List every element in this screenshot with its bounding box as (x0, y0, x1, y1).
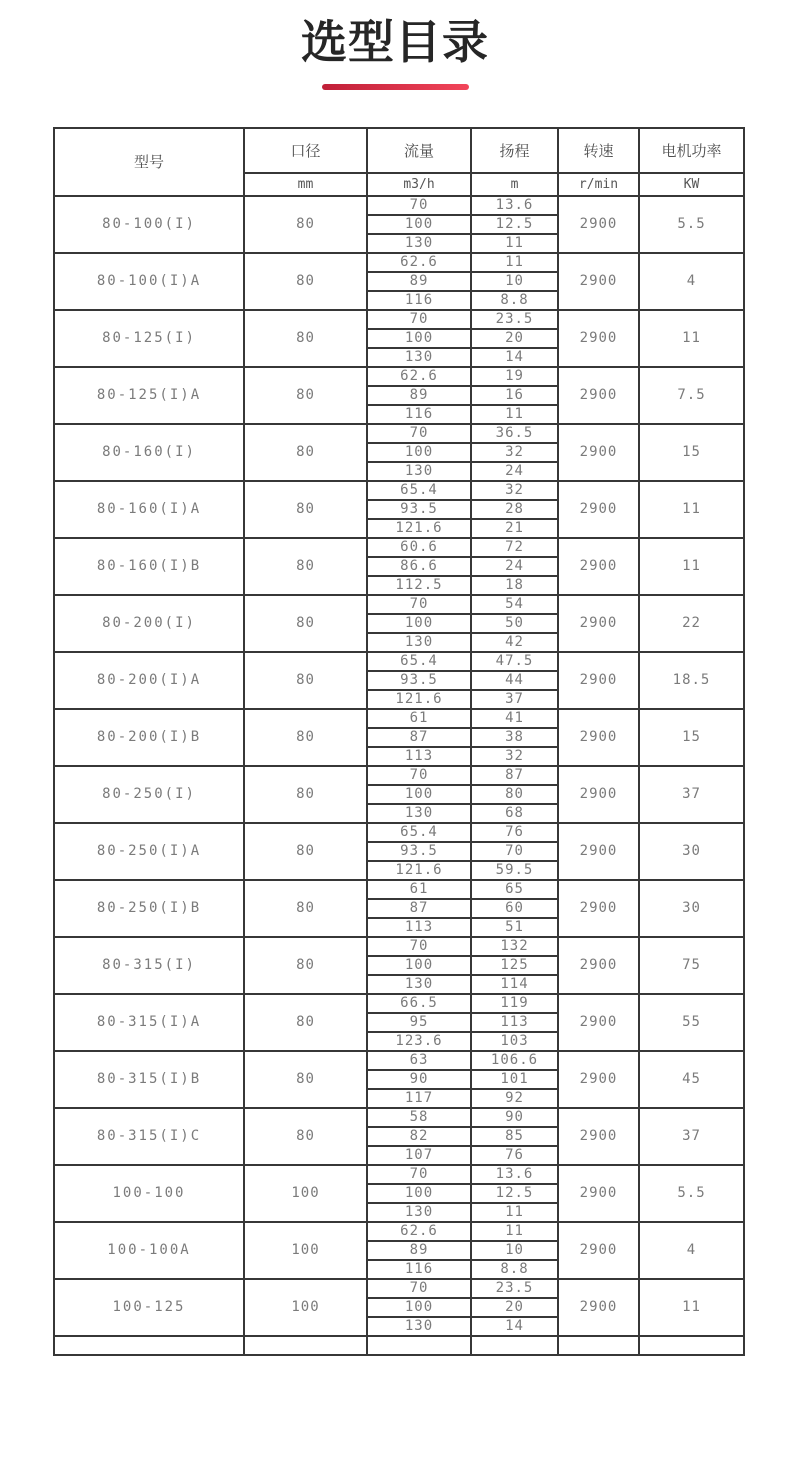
power-cell: 37 (639, 1108, 744, 1165)
unit-flow: m3/h (367, 173, 471, 196)
model-cell: 80-160(I)B (54, 538, 244, 595)
flow-cell: 70 (367, 937, 471, 956)
head-cell: 13.6 (471, 1165, 558, 1184)
flow-cell: 100 (367, 443, 471, 462)
pump-selection-table (53, 127, 745, 1356)
power-cell: 30 (639, 880, 744, 937)
head-cell: 85 (471, 1127, 558, 1146)
flow-cell: 87 (367, 899, 471, 918)
flow-cell: 130 (367, 462, 471, 481)
head-cell: 19 (471, 367, 558, 386)
power-cell: 45 (639, 1051, 744, 1108)
head-cell: 103 (471, 1032, 558, 1051)
table-row (54, 253, 744, 272)
flow-cell: 62.6 (367, 253, 471, 272)
table-row (54, 310, 744, 329)
head-cell: 14 (471, 348, 558, 367)
col-header-flow: 流量 (367, 128, 471, 173)
head-cell: 23.5 (471, 1279, 558, 1298)
head-cell: 92 (471, 1089, 558, 1108)
head-cell: 24 (471, 462, 558, 481)
head-cell: 18 (471, 576, 558, 595)
unit-speed: r/min (558, 173, 639, 196)
flow-cell: 70 (367, 595, 471, 614)
head-cell: 60 (471, 899, 558, 918)
flow-cell: 130 (367, 348, 471, 367)
diameter-cell: 80 (244, 538, 367, 595)
table-row (54, 424, 744, 443)
col-header-model: 型号 (54, 128, 244, 196)
head-cell: 11 (471, 1222, 558, 1241)
diameter-cell: 80 (244, 937, 367, 994)
flow-cell: 90 (367, 1070, 471, 1089)
flow-cell: 130 (367, 234, 471, 253)
head-cell: 87 (471, 766, 558, 785)
flow-cell: 100 (367, 329, 471, 348)
flow-cell: 121.6 (367, 861, 471, 880)
head-cell: 101 (471, 1070, 558, 1089)
head-cell: 125 (471, 956, 558, 975)
head-cell: 51 (471, 918, 558, 937)
col-header-power: 电机功率 (639, 128, 744, 173)
head-cell: 36.5 (471, 424, 558, 443)
flow-cell: 100 (367, 215, 471, 234)
head-cell: 28 (471, 500, 558, 519)
model-cell: 80-315(I) (54, 937, 244, 994)
power-cell: 4 (639, 1222, 744, 1279)
flow-cell: 117 (367, 1089, 471, 1108)
flow-cell (367, 1336, 471, 1355)
table-row (54, 880, 744, 899)
unit-power: KW (639, 173, 744, 196)
head-cell: 23.5 (471, 310, 558, 329)
power-cell: 22 (639, 595, 744, 652)
table-row (54, 994, 744, 1013)
speed-cell: 2900 (558, 880, 639, 937)
table-header-row (54, 128, 744, 173)
model-cell: 100-100 (54, 1165, 244, 1222)
head-cell: 20 (471, 329, 558, 348)
flow-cell: 100 (367, 785, 471, 804)
flow-cell: 123.6 (367, 1032, 471, 1051)
diameter-cell: 80 (244, 766, 367, 823)
flow-cell: 60.6 (367, 538, 471, 557)
unit-diameter: mm (244, 173, 367, 196)
power-cell: 5.5 (639, 196, 744, 253)
flow-cell: 100 (367, 956, 471, 975)
flow-cell: 93.5 (367, 671, 471, 690)
flow-cell: 130 (367, 975, 471, 994)
head-cell: 12.5 (471, 215, 558, 234)
head-cell: 41 (471, 709, 558, 728)
flow-cell: 116 (367, 1260, 471, 1279)
model-cell: 80-250(I) (54, 766, 244, 823)
speed-cell: 2900 (558, 1279, 639, 1336)
flow-cell: 130 (367, 804, 471, 823)
speed-cell: 2900 (558, 481, 639, 538)
flow-cell: 70 (367, 196, 471, 215)
head-cell: 10 (471, 272, 558, 291)
unit-head: m (471, 173, 558, 196)
speed-cell: 2900 (558, 424, 639, 481)
head-cell: 132 (471, 937, 558, 956)
head-cell: 21 (471, 519, 558, 538)
head-cell: 72 (471, 538, 558, 557)
power-cell: 11 (639, 538, 744, 595)
power-cell: 15 (639, 709, 744, 766)
model-cell: 80-100(I)A (54, 253, 244, 310)
flow-cell: 100 (367, 1298, 471, 1317)
flow-cell: 66.5 (367, 994, 471, 1013)
model-cell: 80-160(I) (54, 424, 244, 481)
power-cell: 55 (639, 994, 744, 1051)
col-header-diameter: 口径 (244, 128, 367, 173)
flow-cell: 89 (367, 386, 471, 405)
title-underline-bar (322, 84, 469, 90)
head-cell: 59.5 (471, 861, 558, 880)
speed-cell: 2900 (558, 937, 639, 994)
diameter-cell: 80 (244, 1108, 367, 1165)
flow-cell: 100 (367, 1184, 471, 1203)
table-row (54, 1222, 744, 1241)
model-cell: 80-315(I)A (54, 994, 244, 1051)
model-cell: 80-250(I)B (54, 880, 244, 937)
diameter-cell: 80 (244, 424, 367, 481)
table-row (54, 538, 744, 557)
diameter-cell: 80 (244, 652, 367, 709)
table-row-partial (54, 1336, 744, 1355)
speed-cell: 2900 (558, 823, 639, 880)
speed-cell: 2900 (558, 538, 639, 595)
head-cell: 44 (471, 671, 558, 690)
head-cell: 76 (471, 823, 558, 842)
head-cell: 32 (471, 747, 558, 766)
col-header-speed: 转速 (558, 128, 639, 173)
speed-cell: 2900 (558, 1108, 639, 1165)
table-row (54, 1165, 744, 1184)
power-cell: 75 (639, 937, 744, 994)
table-row (54, 1108, 744, 1127)
head-cell: 14 (471, 1317, 558, 1336)
table-row (54, 823, 744, 842)
model-cell: 80-250(I)A (54, 823, 244, 880)
head-cell (471, 1336, 558, 1355)
speed-cell: 2900 (558, 1165, 639, 1222)
flow-cell: 63 (367, 1051, 471, 1070)
flow-cell: 89 (367, 272, 471, 291)
catalog-page (0, 16, 790, 1356)
head-cell: 11 (471, 405, 558, 424)
speed-cell: 2900 (558, 766, 639, 823)
flow-cell: 58 (367, 1108, 471, 1127)
model-cell: 80-160(I)A (54, 481, 244, 538)
flow-cell: 61 (367, 880, 471, 899)
diameter-cell: 80 (244, 310, 367, 367)
power-cell: 18.5 (639, 652, 744, 709)
flow-cell: 70 (367, 1279, 471, 1298)
head-cell: 8.8 (471, 1260, 558, 1279)
head-cell: 114 (471, 975, 558, 994)
flow-cell: 93.5 (367, 842, 471, 861)
head-cell: 68 (471, 804, 558, 823)
flow-cell: 93.5 (367, 500, 471, 519)
model-cell: 80-315(I)B (54, 1051, 244, 1108)
speed-cell (558, 1336, 639, 1355)
flow-cell: 87 (367, 728, 471, 747)
head-cell: 24 (471, 557, 558, 576)
diameter-cell: 80 (244, 1051, 367, 1108)
head-cell: 50 (471, 614, 558, 633)
speed-cell: 2900 (558, 253, 639, 310)
flow-cell: 130 (367, 633, 471, 652)
diameter-cell (244, 1336, 367, 1355)
flow-cell: 113 (367, 747, 471, 766)
head-cell: 65 (471, 880, 558, 899)
flow-cell: 70 (367, 310, 471, 329)
speed-cell: 2900 (558, 994, 639, 1051)
table-row (54, 481, 744, 500)
speed-cell: 2900 (558, 196, 639, 253)
table-row (54, 709, 744, 728)
head-cell: 113 (471, 1013, 558, 1032)
head-cell: 106.6 (471, 1051, 558, 1070)
flow-cell: 116 (367, 291, 471, 310)
diameter-cell: 100 (244, 1165, 367, 1222)
head-cell: 47.5 (471, 652, 558, 671)
head-cell: 20 (471, 1298, 558, 1317)
power-cell: 30 (639, 823, 744, 880)
head-cell: 11 (471, 234, 558, 253)
table-row (54, 595, 744, 614)
power-cell (639, 1336, 744, 1355)
table-row (54, 937, 744, 956)
speed-cell: 2900 (558, 310, 639, 367)
page-title: 选型目录 (301, 15, 489, 69)
table-row (54, 1279, 744, 1298)
speed-cell: 2900 (558, 367, 639, 424)
flow-cell: 65.4 (367, 823, 471, 842)
table-row (54, 766, 744, 785)
power-cell: 37 (639, 766, 744, 823)
power-cell: 11 (639, 1279, 744, 1336)
flow-cell: 121.6 (367, 690, 471, 709)
table-row (54, 1051, 744, 1070)
power-cell: 11 (639, 310, 744, 367)
diameter-cell: 80 (244, 367, 367, 424)
head-cell: 32 (471, 443, 558, 462)
flow-cell: 70 (367, 424, 471, 443)
flow-cell: 62.6 (367, 367, 471, 386)
power-cell: 7.5 (639, 367, 744, 424)
head-cell: 42 (471, 633, 558, 652)
head-cell: 70 (471, 842, 558, 861)
head-cell: 11 (471, 253, 558, 272)
flow-cell: 100 (367, 614, 471, 633)
flow-cell: 116 (367, 405, 471, 424)
head-cell: 119 (471, 994, 558, 1013)
flow-cell: 112.5 (367, 576, 471, 595)
head-cell: 16 (471, 386, 558, 405)
head-cell: 76 (471, 1146, 558, 1165)
speed-cell: 2900 (558, 1222, 639, 1279)
model-cell: 100-100A (54, 1222, 244, 1279)
flow-cell: 130 (367, 1203, 471, 1222)
diameter-cell: 80 (244, 823, 367, 880)
head-cell: 80 (471, 785, 558, 804)
flow-cell: 89 (367, 1241, 471, 1260)
head-cell: 12.5 (471, 1184, 558, 1203)
model-cell: 80-200(I)B (54, 709, 244, 766)
speed-cell: 2900 (558, 1051, 639, 1108)
model-cell: 100-125 (54, 1279, 244, 1336)
flow-cell: 70 (367, 766, 471, 785)
table-row (54, 367, 744, 386)
power-cell: 5.5 (639, 1165, 744, 1222)
col-header-head: 扬程 (471, 128, 558, 173)
flow-cell: 107 (367, 1146, 471, 1165)
power-cell: 15 (639, 424, 744, 481)
diameter-cell: 80 (244, 481, 367, 538)
model-cell: 80-100(I) (54, 196, 244, 253)
model-cell (54, 1336, 244, 1355)
model-cell: 80-125(I)A (54, 367, 244, 424)
model-cell: 80-125(I) (54, 310, 244, 367)
head-cell: 54 (471, 595, 558, 614)
diameter-cell: 80 (244, 253, 367, 310)
table-body (54, 196, 744, 1355)
power-cell: 11 (639, 481, 744, 538)
flow-cell: 113 (367, 918, 471, 937)
diameter-cell: 80 (244, 994, 367, 1051)
flow-cell: 65.4 (367, 652, 471, 671)
flow-cell: 82 (367, 1127, 471, 1146)
speed-cell: 2900 (558, 652, 639, 709)
diameter-cell: 80 (244, 880, 367, 937)
head-cell: 32 (471, 481, 558, 500)
head-cell: 90 (471, 1108, 558, 1127)
flow-cell: 65.4 (367, 481, 471, 500)
flow-cell: 130 (367, 1317, 471, 1336)
table-row (54, 196, 744, 215)
diameter-cell: 80 (244, 196, 367, 253)
head-cell: 11 (471, 1203, 558, 1222)
model-cell: 80-315(I)C (54, 1108, 244, 1165)
head-cell: 13.6 (471, 196, 558, 215)
flow-cell: 86.6 (367, 557, 471, 576)
diameter-cell: 80 (244, 709, 367, 766)
speed-cell: 2900 (558, 709, 639, 766)
head-cell: 37 (471, 690, 558, 709)
model-cell: 80-200(I)A (54, 652, 244, 709)
flow-cell: 62.6 (367, 1222, 471, 1241)
diameter-cell: 80 (244, 595, 367, 652)
diameter-cell: 100 (244, 1222, 367, 1279)
flow-cell: 61 (367, 709, 471, 728)
table-row (54, 652, 744, 671)
power-cell: 4 (639, 253, 744, 310)
head-cell: 38 (471, 728, 558, 747)
head-cell: 8.8 (471, 291, 558, 310)
flow-cell: 121.6 (367, 519, 471, 538)
head-cell: 10 (471, 1241, 558, 1260)
flow-cell: 95 (367, 1013, 471, 1032)
diameter-cell: 100 (244, 1279, 367, 1336)
model-cell: 80-200(I) (54, 595, 244, 652)
flow-cell: 70 (367, 1165, 471, 1184)
speed-cell: 2900 (558, 595, 639, 652)
